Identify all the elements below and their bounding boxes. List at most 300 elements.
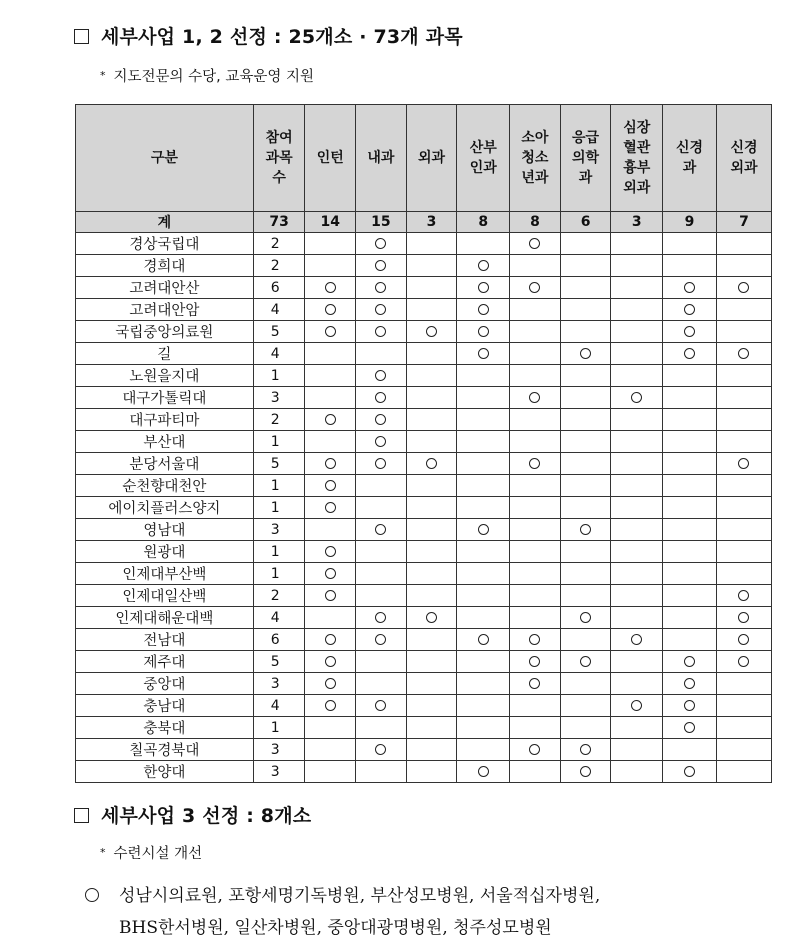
table-row (76, 497, 772, 519)
total-value: 8 (457, 212, 510, 233)
specialty-cell (611, 431, 663, 453)
specialty-cell (356, 255, 407, 277)
circle-mark-icon (580, 348, 591, 359)
circle-mark-icon (478, 348, 489, 359)
specialty-cell (560, 321, 611, 343)
specialty-cell (560, 431, 611, 453)
circle-mark-icon (426, 458, 437, 469)
specialty-cell (560, 607, 611, 629)
specialty-cell (663, 277, 717, 299)
specialty-cell (560, 717, 611, 739)
specialty-cell (305, 387, 356, 409)
column-header: 외과 (406, 105, 457, 212)
corner-label: 구분 (76, 105, 254, 212)
specialty-cell (356, 607, 407, 629)
total-value: 3 (611, 212, 663, 233)
specialty-cell (510, 541, 561, 563)
specialty-cell (716, 739, 771, 761)
specialty-cell (305, 409, 356, 431)
specialty-cell (356, 431, 407, 453)
table-row (76, 761, 772, 783)
specialty-cell (663, 629, 717, 651)
specialty-cell (457, 585, 510, 607)
total-value: 15 (356, 212, 407, 233)
circle-mark-icon (478, 524, 489, 535)
institution-name: 원광대 (76, 541, 254, 563)
specialty-cell (356, 695, 407, 717)
specialty-cell (510, 497, 561, 519)
specialty-cell (663, 321, 717, 343)
participating-count: 4 (253, 343, 305, 365)
specialty-cell (560, 695, 611, 717)
specialty-cell (611, 541, 663, 563)
specialty-cell (457, 255, 510, 277)
circle-mark-icon (580, 766, 591, 777)
specialty-cell (510, 255, 561, 277)
table-row (76, 673, 772, 695)
table-row (76, 431, 772, 453)
specialty-cell (560, 761, 611, 783)
specialty-cell (560, 255, 611, 277)
specialty-cell (611, 651, 663, 673)
specialty-cell (406, 299, 457, 321)
specialty-cell (716, 409, 771, 431)
column-header: 참여 과목 수 (253, 105, 305, 212)
specialty-cell (510, 431, 561, 453)
specialty-cell (457, 695, 510, 717)
specialty-cell (560, 233, 611, 255)
circle-mark-icon (375, 458, 386, 469)
column-header: 내과 (356, 105, 407, 212)
specialty-cell (510, 761, 561, 783)
specialty-cell (406, 453, 457, 475)
specialty-cell (560, 563, 611, 585)
section1-note (100, 65, 314, 86)
specialty-cell (716, 563, 771, 585)
circle-mark-icon (478, 326, 489, 337)
participating-count: 5 (253, 453, 305, 475)
specialty-cell (305, 651, 356, 673)
specialty-cell (457, 475, 510, 497)
specialty-cell (457, 431, 510, 453)
specialty-cell (406, 651, 457, 673)
specialty-cell (663, 497, 717, 519)
total-label: 계 (76, 212, 254, 233)
participating-count: 4 (253, 607, 305, 629)
circle-mark-icon (738, 590, 749, 601)
participating-count: 2 (253, 255, 305, 277)
specialty-cell (305, 519, 356, 541)
circle-mark-icon (375, 326, 386, 337)
specialty-cell (611, 717, 663, 739)
circle-mark-icon (529, 678, 540, 689)
circle-mark-icon (684, 304, 695, 315)
specialty-cell (305, 453, 356, 475)
circle-mark-icon (426, 612, 437, 623)
specialty-cell (457, 299, 510, 321)
specialty-cell (510, 717, 561, 739)
participating-count: 2 (253, 585, 305, 607)
column-header: 산부 인과 (457, 105, 510, 212)
specialty-cell (716, 365, 771, 387)
specialty-cell (611, 453, 663, 475)
specialty-cell (356, 409, 407, 431)
specialty-cell (356, 343, 407, 365)
circle-mark-icon (738, 656, 749, 667)
specialty-cell (663, 695, 717, 717)
circle-mark-icon (478, 634, 489, 645)
specialty-cell (305, 761, 356, 783)
specialty-cell (305, 475, 356, 497)
specialty-cell (457, 343, 510, 365)
hospital-list-line-1 (85, 881, 600, 906)
table-row (76, 563, 772, 585)
circle-mark-icon (738, 458, 749, 469)
specialty-cell (560, 585, 611, 607)
institution-name: 분당서울대 (76, 453, 254, 475)
circle-mark-icon (684, 766, 695, 777)
specialty-cell (406, 387, 457, 409)
circle-mark-icon (375, 524, 386, 535)
specialty-cell (356, 453, 407, 475)
specialty-cell (305, 365, 356, 387)
circle-mark-icon (529, 238, 540, 249)
institution-name: 고려대안암 (76, 299, 254, 321)
specialty-cell (356, 321, 407, 343)
specialty-cell (406, 629, 457, 651)
circle-mark-icon (375, 744, 386, 755)
total-value: 9 (663, 212, 717, 233)
total-value: 7 (716, 212, 771, 233)
circle-mark-icon (478, 304, 489, 315)
table-header-row (76, 105, 772, 212)
section2-title-text: 세부사업 3 선정 : 8개소 (101, 805, 312, 827)
specialty-cell (406, 585, 457, 607)
participating-count: 1 (253, 431, 305, 453)
circle-mark-icon (325, 546, 336, 557)
table-row (76, 629, 772, 651)
table-row (76, 717, 772, 739)
circle-mark-icon (580, 524, 591, 535)
specialty-cell (305, 277, 356, 299)
circle-mark-icon (375, 238, 386, 249)
institution-name: 인제대부산백 (76, 563, 254, 585)
circle-mark-icon (631, 700, 642, 711)
total-value: 3 (406, 212, 457, 233)
specialty-cell (560, 365, 611, 387)
specialty-cell (406, 673, 457, 695)
specialty-cell (356, 651, 407, 673)
specialty-cell (510, 299, 561, 321)
participating-count: 4 (253, 695, 305, 717)
specialty-cell (356, 563, 407, 585)
institution-name: 부산대 (76, 431, 254, 453)
circle-mark-icon (529, 282, 540, 293)
specialty-cell (356, 585, 407, 607)
specialty-cell (611, 695, 663, 717)
participating-count: 3 (253, 739, 305, 761)
specialty-cell (305, 497, 356, 519)
circle-mark-icon (325, 414, 336, 425)
circle-mark-icon (738, 612, 749, 623)
circle-mark-icon (684, 722, 695, 733)
specialty-cell (716, 717, 771, 739)
institution-name: 길 (76, 343, 254, 365)
institution-name: 제주대 (76, 651, 254, 673)
specialty-cell (510, 585, 561, 607)
institution-name: 칠곡경북대 (76, 739, 254, 761)
participating-count: 5 (253, 321, 305, 343)
specialty-cell (356, 519, 407, 541)
specialty-cell (611, 629, 663, 651)
specialty-cell (510, 277, 561, 299)
participating-count: 1 (253, 497, 305, 519)
circle-mark-icon (631, 634, 642, 645)
participating-count: 3 (253, 387, 305, 409)
asterisk-icon: * (100, 69, 106, 82)
institution-name: 인제대일산백 (76, 585, 254, 607)
specialty-cell (510, 739, 561, 761)
institution-name: 대구파티마 (76, 409, 254, 431)
specialty-cell (510, 453, 561, 475)
asterisk-icon: * (100, 846, 106, 859)
circle-mark-icon (738, 282, 749, 293)
table-row (76, 233, 772, 255)
specialty-cell (716, 255, 771, 277)
section1-title (74, 22, 463, 49)
specialty-cell (305, 541, 356, 563)
specialty-cell (510, 475, 561, 497)
hospital-list-text-2: BHS한서병원, 일산차병원, 중앙대광명병원, 청주성모병원 (119, 918, 552, 938)
institution-name: 전남대 (76, 629, 254, 651)
section2-note-text: 수련시설 개선 (113, 846, 203, 862)
institution-name: 국립중앙의료원 (76, 321, 254, 343)
institution-name: 에이치플러스양지 (76, 497, 254, 519)
circle-mark-icon (684, 678, 695, 689)
specialty-cell (510, 321, 561, 343)
circle-mark-icon (738, 634, 749, 645)
participating-count: 6 (253, 629, 305, 651)
specialty-cell (560, 409, 611, 431)
specialty-cell (457, 739, 510, 761)
specialty-cell (716, 387, 771, 409)
specialty-cell (457, 321, 510, 343)
specialty-cell (406, 563, 457, 585)
circle-mark-icon (529, 634, 540, 645)
specialty-cell (716, 497, 771, 519)
circle-mark-icon (325, 282, 336, 293)
specialty-cell (716, 695, 771, 717)
specialty-cell (716, 651, 771, 673)
specialty-cell (663, 541, 717, 563)
specialty-cell (663, 717, 717, 739)
circle-mark-icon (375, 700, 386, 711)
total-value: 14 (305, 212, 356, 233)
specialty-cell (305, 321, 356, 343)
specialty-cell (716, 277, 771, 299)
circle-mark-icon (684, 282, 695, 293)
specialty-cell (663, 607, 717, 629)
hospital-list-line-2 (119, 913, 552, 938)
specialty-cell (457, 453, 510, 475)
specialty-cell (305, 695, 356, 717)
circle-mark-icon (580, 744, 591, 755)
specialty-cell (457, 673, 510, 695)
table-row (76, 365, 772, 387)
section2-note (100, 842, 202, 863)
participating-count: 3 (253, 673, 305, 695)
specialty-cell (510, 563, 561, 585)
specialty-cell (663, 409, 717, 431)
circle-mark-icon (325, 502, 336, 513)
table-row (76, 299, 772, 321)
hospital-list-text-1: 성남시의료원, 포항세명기독병원, 부산성모병원, 서울적십자병원, (119, 886, 601, 906)
participating-count: 6 (253, 277, 305, 299)
specialty-cell (406, 541, 457, 563)
specialty-cell (663, 651, 717, 673)
institution-name: 노원을지대 (76, 365, 254, 387)
specialty-cell (716, 541, 771, 563)
specialty-cell (611, 343, 663, 365)
circle-mark-icon (478, 260, 489, 271)
specialty-cell (611, 387, 663, 409)
circle-mark-icon (478, 766, 489, 777)
circle-mark-icon (325, 590, 336, 601)
circle-mark-icon (375, 304, 386, 315)
specialty-cell (406, 255, 457, 277)
specialty-cell (510, 343, 561, 365)
specialty-cell (406, 277, 457, 299)
specialty-cell (406, 343, 457, 365)
specialty-cell (611, 321, 663, 343)
specialty-cell (611, 255, 663, 277)
circle-mark-icon (325, 700, 336, 711)
specialty-cell (457, 497, 510, 519)
circle-mark-icon (478, 282, 489, 293)
table-row (76, 343, 772, 365)
specialty-cell (406, 739, 457, 761)
participating-count: 2 (253, 233, 305, 255)
column-header: 신경 과 (663, 105, 717, 212)
specialty-cell (305, 717, 356, 739)
total-row (76, 212, 772, 233)
specialty-cell (716, 519, 771, 541)
specialty-cell (611, 585, 663, 607)
table-row (76, 475, 772, 497)
specialty-cell (510, 387, 561, 409)
specialty-cell (356, 497, 407, 519)
circle-mark-icon (325, 656, 336, 667)
institution-name: 충북대 (76, 717, 254, 739)
total-value: 73 (253, 212, 305, 233)
specialty-cell (663, 255, 717, 277)
specialty-cell (716, 321, 771, 343)
specialty-cell (457, 563, 510, 585)
circle-mark-icon (684, 348, 695, 359)
circle-mark-icon (375, 634, 386, 645)
specialty-cell (305, 233, 356, 255)
specialty-cell (406, 695, 457, 717)
specialty-cell (356, 673, 407, 695)
institution-name: 영남대 (76, 519, 254, 541)
specialty-cell (510, 519, 561, 541)
circle-mark-icon (325, 480, 336, 491)
participating-count: 1 (253, 541, 305, 563)
specialty-cell (716, 761, 771, 783)
circle-mark-icon (325, 568, 336, 579)
specialty-cell (716, 233, 771, 255)
specialty-cell (305, 629, 356, 651)
specialty-cell (560, 673, 611, 695)
specialty-cell (663, 739, 717, 761)
specialty-cell (457, 651, 510, 673)
specialty-cell (663, 563, 717, 585)
specialty-cell (560, 739, 611, 761)
specialty-cell (560, 343, 611, 365)
table-row (76, 277, 772, 299)
specialty-cell (663, 365, 717, 387)
specialty-cell (510, 629, 561, 651)
specialty-cell (716, 343, 771, 365)
specialty-cell (305, 673, 356, 695)
participating-count: 4 (253, 299, 305, 321)
participating-count: 5 (253, 651, 305, 673)
circle-mark-icon (529, 744, 540, 755)
specialty-cell (611, 761, 663, 783)
institution-name: 인제대해운대백 (76, 607, 254, 629)
participating-count: 3 (253, 761, 305, 783)
circle-mark-icon (375, 370, 386, 381)
table-row (76, 519, 772, 541)
institution-name: 중앙대 (76, 673, 254, 695)
specialty-cell (560, 541, 611, 563)
total-value: 6 (560, 212, 611, 233)
specialty-cell (406, 717, 457, 739)
specialty-cell (663, 761, 717, 783)
institution-name: 경희대 (76, 255, 254, 277)
specialty-cell (510, 409, 561, 431)
specialty-cell (356, 365, 407, 387)
column-header: 소아 청소 년과 (510, 105, 561, 212)
institution-name: 고려대안산 (76, 277, 254, 299)
specialty-cell (560, 651, 611, 673)
specialty-cell (716, 607, 771, 629)
specialty-cell (305, 739, 356, 761)
circle-mark-icon (631, 392, 642, 403)
table-row (76, 409, 772, 431)
participating-count: 2 (253, 409, 305, 431)
specialty-cell (716, 475, 771, 497)
specialty-cell (510, 607, 561, 629)
specialty-cell (560, 519, 611, 541)
participating-count: 1 (253, 563, 305, 585)
section2-title (74, 801, 311, 828)
specialty-cell (356, 475, 407, 497)
column-header: 신경 외과 (716, 105, 771, 212)
specialty-cell (716, 585, 771, 607)
table-row (76, 695, 772, 717)
specialty-cell (716, 673, 771, 695)
circle-bullet-icon (85, 888, 99, 902)
specialty-cell (510, 233, 561, 255)
table-row (76, 255, 772, 277)
specialty-cell (457, 541, 510, 563)
participating-count: 1 (253, 475, 305, 497)
specialty-cell (457, 629, 510, 651)
specialty-cell (510, 695, 561, 717)
specialty-cell (611, 673, 663, 695)
specialty-cell (406, 233, 457, 255)
